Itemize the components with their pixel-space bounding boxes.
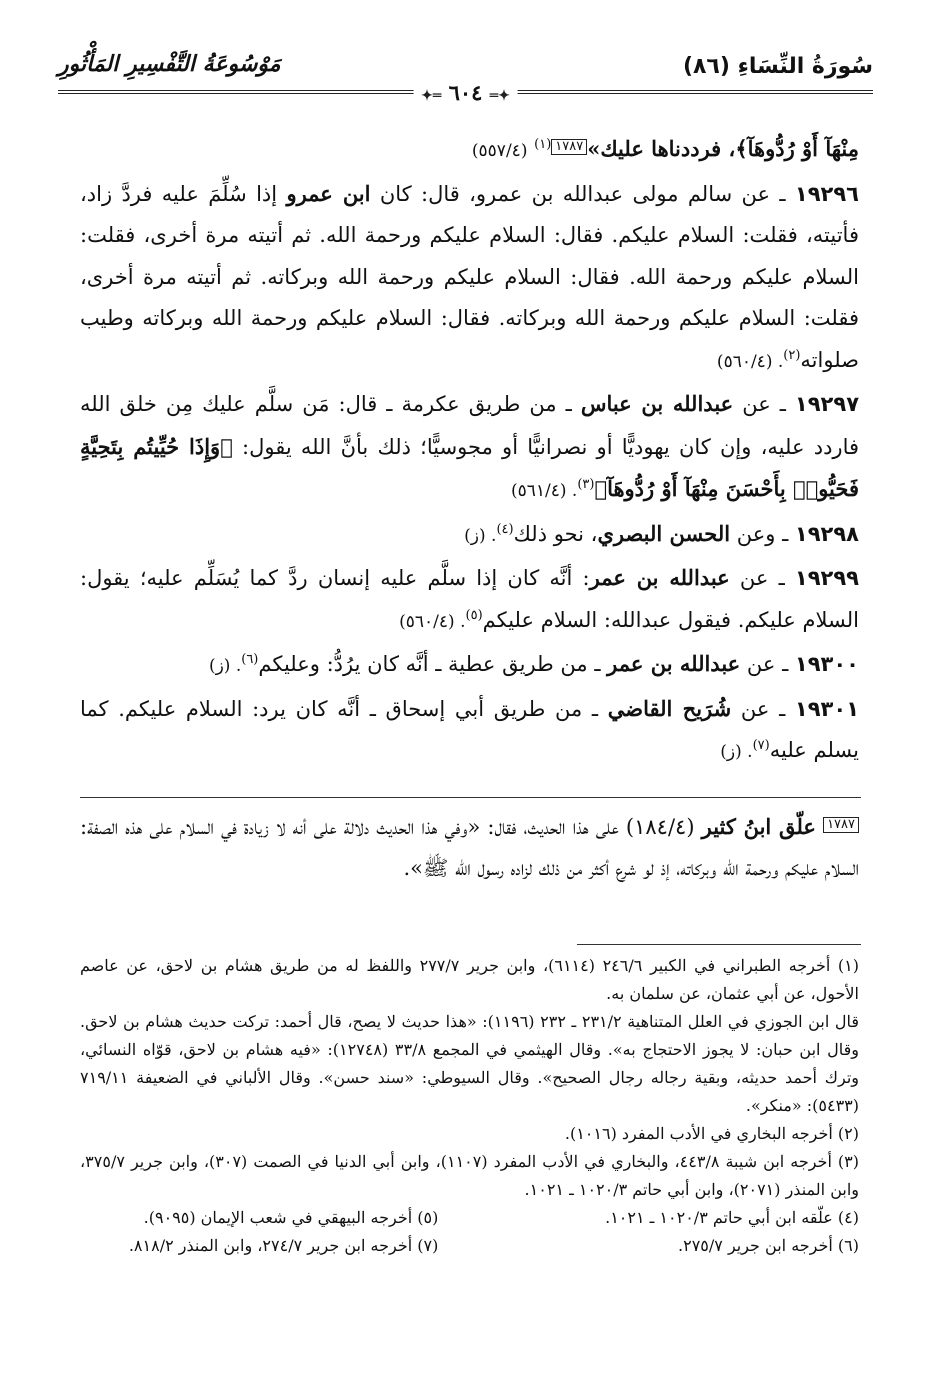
quran-verse: مِنْهَآ أَوْ رُدُّوهَآ﴾: [735, 136, 859, 161]
narration-19298: [80, 513, 859, 558]
narrator-name: عبدالله بن عمر: [589, 565, 730, 590]
ornament-icon: ═✦: [421, 88, 442, 104]
narration-number: ١٩٢٩٨: [794, 521, 859, 546]
text: إذا سُلِّمَ عليه فردَّ زاد، فأتيته، فقلت: السلام عليكم. فقال: السلام عليكم ورحمة الله. ثم أتيته مرة أخرى، فقلت: السلام عليكم ورحمة الله. فقال: السلام عليكم ورحمة الله وبركاته. ثم أتيته مرة أخرى، فقلت: السلام عليكم ورحمة الله وبركاته. فقال: السلام عليكم ورحمة الله وبركاته وطيب صلواته: [80, 181, 859, 372]
main-text: [80, 128, 859, 774]
narration-19296: [80, 173, 859, 384]
ornament-icon: ✦═: [489, 88, 510, 104]
footnote-4: (٤) علّقه ابن أبي حاتم ١٠٢٠/٣ ـ ١٠٢١.: [605, 1208, 859, 1227]
footnote-7: (٧) أخرجه ابن جرير ٢٧٤/٧، وابن المنذر ٨١٨/٢.: [128, 1236, 439, 1255]
narration-number: ١٩٢٩٦: [794, 181, 859, 206]
footnote-row: [80, 1204, 859, 1232]
narrator-name: عبدالله بن عمر: [607, 651, 741, 676]
text: ـ عن: [733, 392, 795, 416]
commentary-marker: ١٧٨٧: [823, 817, 859, 833]
footnote-marker: (٦): [241, 652, 259, 667]
volume-reference: . (٥٦٠/٤): [399, 611, 466, 632]
footnote-row: [80, 1232, 859, 1260]
volume-reference: . (ز): [720, 742, 753, 762]
narrator-name: شُرَيح القاضي: [607, 695, 732, 721]
footnote-6: (٦) أخرجه ابن جرير ٢٧٥/٧.: [678, 1236, 859, 1255]
narration-19299: [80, 557, 859, 643]
footnote-marker: (٢): [783, 347, 801, 363]
running-header: [58, 52, 873, 105]
text: ، فرددناها عليك»: [587, 136, 736, 161]
footnote-5: (٥) أخرجه البيهقي في شعب الإيمان (٩٠٩٥).: [143, 1208, 439, 1227]
volume-reference: . (٥٦١/٤): [510, 481, 578, 501]
text: ـ عن: [731, 696, 795, 721]
footnote-marker: (٣): [577, 477, 595, 492]
footnote-3: (٣) أخرجه ابن شيبة ٤٤٣/٨، والبخاري في الأدب المفرد (١١٠٧)، وابن أبي الدنيا في الصمت (٣٠٧)، وابن جرير ٣٧٥/٧، وابن المنذر (٢٠٧١)، وابن أبي حاتم ١٠٢٠/٣ ـ ١٠٢١.: [80, 1152, 860, 1199]
text: ـ عن: [740, 652, 795, 676]
commentary-divider: [80, 797, 861, 798]
commentary-marker: ١٧٨٧: [551, 139, 587, 155]
narrator-name: عبدالله بن عباس: [580, 391, 734, 416]
footnote-marker: (١): [534, 137, 552, 152]
page-number-block: [413, 80, 518, 105]
footnote-2: (٢) أخرجه البخاري في الأدب المفرد (١٠١٦).: [564, 1124, 859, 1143]
commentator-name: علّق ابنُ كثير: [701, 814, 816, 839]
footnotes-divider: [577, 944, 861, 945]
narration-19297: [80, 383, 859, 513]
continuation-paragraph: [80, 128, 859, 173]
text: ـ من طريق عكرمة ـ قال: مَن سلَّم عليك مِن خلق الله فاردد عليه، وإن كان يهوديًّا أو نصرانيًّا أو مجوسيًّا؛ ذلك بأنَّ الله يقول:: [80, 392, 860, 459]
volume-reference: . (ز): [464, 525, 497, 546]
narrator-name: الحسن البصري: [597, 520, 731, 546]
commentary-block: [80, 806, 859, 889]
text: ، نحو ذلك: [513, 521, 598, 546]
narration-number: ١٩٣٠١: [794, 696, 860, 721]
volume-reference: . (ز): [208, 656, 242, 676]
narration-number: ١٩٣٠٠: [794, 652, 859, 676]
text: ـ من طريق أبي إسحاق ـ أنَّه كان يرد: السلام عليكم. كما يسلم عليه: [80, 696, 859, 762]
footnote-marker: (٧): [752, 738, 770, 753]
text: ـ من طريق عطية ـ أنَّه كان يرُدُّ: وعليكم: [258, 652, 608, 676]
footnote-marker: (٥): [465, 607, 483, 623]
footnote-marker: (٤): [496, 521, 514, 537]
page-number: ٦٠٤: [448, 80, 483, 105]
text: ـ وعن: [730, 521, 795, 546]
quran-verse: ﴿وَإِذَا حُيِّيتُم بِتَحِيَّةٍ فَحَيُّوا۟ بِأَحْسَنَ مِنْهَآ أَوْ رُدُّوهَآ﴾: [80, 433, 859, 501]
footnote-1: (١) أخرجه الطبراني في الكبير ٢٤٦/٦ (٦١١٤)، وابن جرير ٢٧٧/٧ واللفظ له من طريق هشام بن لاحق، عن عاصم الأحول، عن أبي عثمان، عن سلمان به.: [80, 956, 860, 1003]
surah-title: سُورَةُ النِّسَاءِ (٨٦): [682, 54, 873, 79]
narration-number: ١٩٢٩٧: [794, 392, 860, 416]
text: ـ عن سالم مولى عبدالله بن عمرو، قال: كان: [370, 181, 795, 206]
narration-number: ١٩٢٩٩: [794, 566, 859, 590]
narration-19301: [80, 688, 859, 774]
footnotes: [80, 952, 859, 1260]
footnote-1-takhrij: قال ابن الجوزي في العلل المتناهية ٢٣١/٢ ـ ٢٣٢ (١١٩٦): «هذا حديث لا يصح، قال أحمد: تركت حديث هشام بن لاحق. وقال ابن حبان: لا يجوز الاحتجاج به». وقال الهيثمي في المجمع ٣٣/٨ (١٢٧٤٨): «فيه هشام بن لاحق، قوّاه النسائي، وترك أحمد حديثه، وبقية رجاله رجال الصحيح». وقال السيوطي: «سند حسن». وقال الألباني في الضعيفة ٧١٩/١١ (٥٤٣٣): «منكر».: [80, 1012, 860, 1115]
commentary-text: (١٨٤/٤) على هذا الحديث، فقال: «وفي هذا الحديث دلالة على أنه لا زيادة في السلام على هذه الصفة: السلام عليكم ورحمة الله وبركاته، إذ لو شرع أكثر من ذلك لزاده رسول الله ﷺ».: [80, 815, 859, 880]
narration-19300: [80, 643, 859, 688]
series-title: مَوْسُوعَةُ التَّفْسِيرِ المَأْثُورِ: [58, 52, 281, 77]
narrator-name: ابن عمرو: [286, 180, 371, 206]
text: : أنَّه كان إذا سلَّم عليه إنسان ردَّ كما يُسَلِّم عليه؛ يقول: السلام عليكم. فيقول عبدالله: السلام عليكم: [80, 566, 859, 632]
text: ـ عن: [729, 566, 795, 590]
volume-reference: (٥٥٧/٤): [471, 141, 528, 161]
volume-reference: . (٥٦٠/٤): [716, 351, 784, 372]
